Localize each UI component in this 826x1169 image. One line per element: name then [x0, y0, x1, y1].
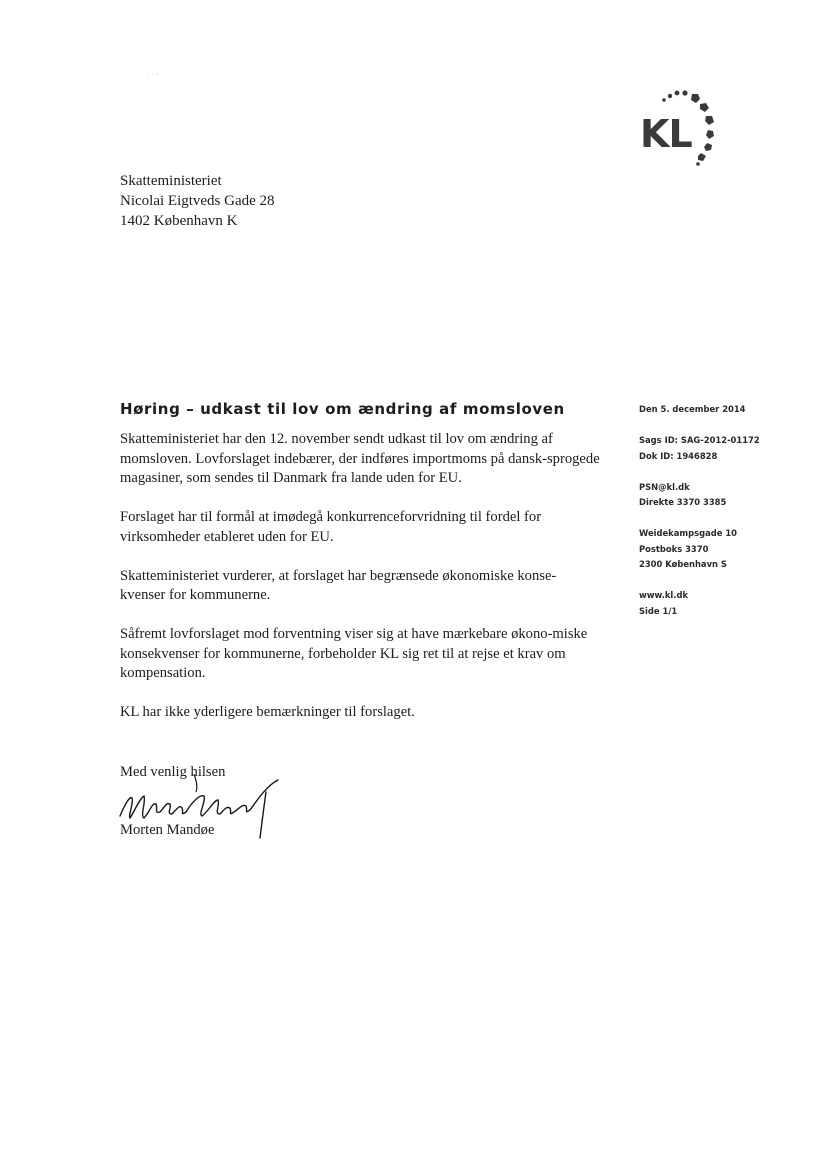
- recipient-street: Nicolai Eigtveds Gade 28: [120, 193, 275, 209]
- scan-speck: · · ·: [146, 70, 159, 79]
- body-paragraph: Såfremt lovforslaget mod forventning viser sig at have mærkebare økono-miske konsekvenser for kommunerne, forbeholder KL sig ret til at rejse et krav om kompensation.: [120, 626, 588, 681]
- contact-email: PSN@kl.dk: [639, 481, 690, 492]
- logo-text: KL: [640, 112, 692, 156]
- body-paragraph: Skatteministeriet har den 12. november sendt udkast til lov om ændring af momsloven. Lovforslaget indebærer, der indføres importmoms på dansk-sprogede magasiner, som sendes til Danmark fra lande uden for EU.: [120, 431, 600, 486]
- recipient-address: [120, 171, 275, 231]
- direct-phone: Direkte 3370 3385: [639, 497, 727, 507]
- letter-subject: Høring – udkast til lov om ændring af momsloven: [120, 400, 565, 418]
- sidebar-web-group: [639, 588, 760, 619]
- recipient-city: 1402 København K: [120, 213, 238, 229]
- letter-closing: Med venlig hilsen: [120, 764, 226, 780]
- doc-id: Dok ID: 1946828: [639, 450, 718, 461]
- sidebar-address-group: [639, 526, 760, 573]
- letter-body: [120, 430, 600, 742]
- signer-name: Morten Mandøe: [120, 822, 215, 838]
- body-paragraph: Skatteministeriet vurderer, at forslaget har begrænsede økonomiske konse-kvenser for kommunerne.: [120, 567, 557, 603]
- sender-city: 2300 København S: [639, 559, 727, 569]
- letter-date: Den 5. december 2014: [639, 404, 746, 414]
- sidebar-date-group: [639, 402, 760, 418]
- sidebar-ids-group: [639, 433, 760, 464]
- body-paragraph: Forslaget har til formål at imødegå konkurrenceforvridning til fordel for virksomheder etableret uden for EU.: [120, 509, 542, 545]
- page-number: Side 1/1: [639, 605, 678, 616]
- website: www.kl.dk: [639, 590, 689, 600]
- case-id: Sags ID: SAG-2012-01172: [639, 435, 760, 445]
- sender-street: Weidekampsgade 10: [639, 528, 737, 538]
- letter-sidebar: [639, 402, 760, 635]
- sidebar-contact-group: [639, 480, 760, 511]
- recipient-name: Skatteministeriet: [120, 173, 222, 189]
- sender-postbox: Postboks 3370: [639, 543, 709, 554]
- body-paragraph: KL har ikke yderligere bemærkninger til forslaget.: [120, 704, 415, 720]
- kl-logo: [634, 86, 730, 172]
